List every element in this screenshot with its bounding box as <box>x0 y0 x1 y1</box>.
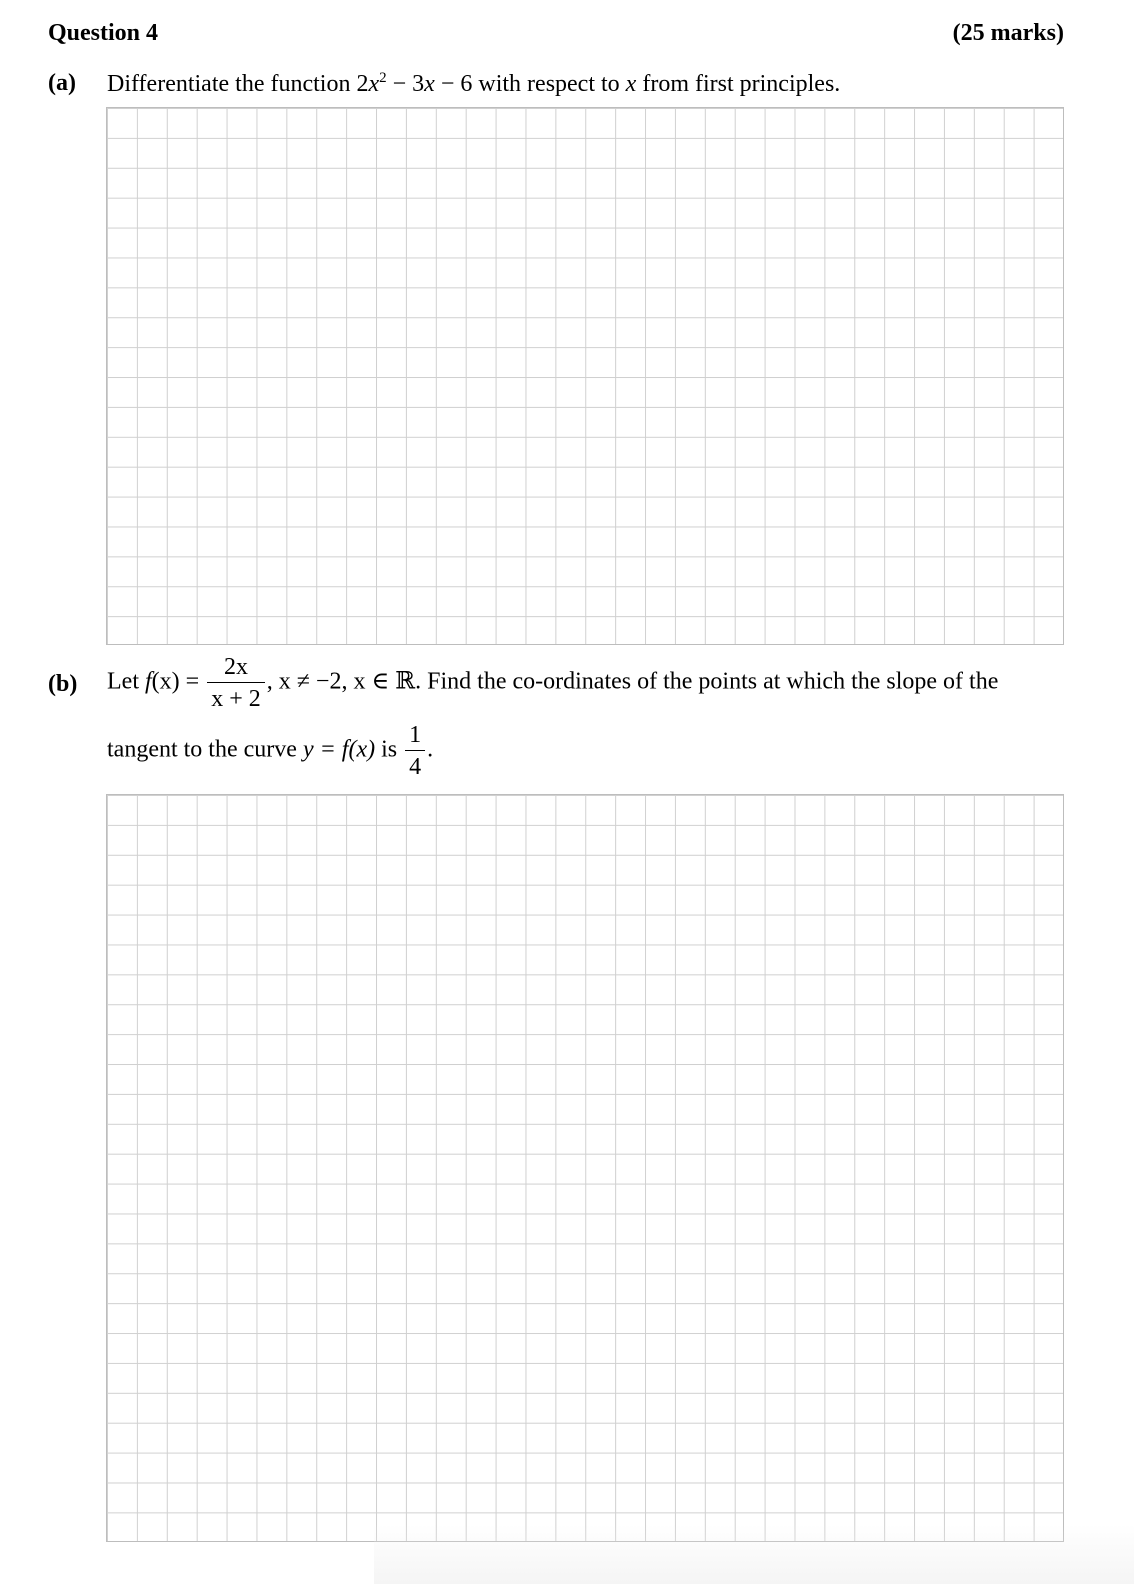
part-b-fraction-denominator: x + 2 <box>207 682 265 711</box>
part-b-line-1 <box>107 655 998 711</box>
part-b-domain: , x ≠ −2, x ∈ ℝ. <box>266 668 422 695</box>
part-b-slope-fraction <box>405 723 425 779</box>
part-a-text-mid: with respect to <box>472 71 626 97</box>
question-marks: (25 marks) <box>952 20 1064 46</box>
part-b-slope-numerator: 1 <box>409 722 422 748</box>
part-a-text-after: from first principles. <box>636 71 841 97</box>
part-b-let: Let <box>107 668 145 695</box>
part-b-line1-rest: Find the co-ordinates of the points at which the slope of the <box>427 668 999 695</box>
part-a-label: (a) <box>48 70 76 96</box>
part-a-question <box>107 70 840 98</box>
part-b-slope-denominator: 4 <box>405 750 425 779</box>
part-b-curve-eq: y = f(x) <box>302 736 376 763</box>
part-b-label: (b) <box>48 671 78 697</box>
part-b-line2-is: is <box>375 736 404 763</box>
answer-grid-a[interactable] <box>106 107 1064 645</box>
part-a-text-before: Differentiate the function <box>107 71 351 97</box>
part-b-func-arg: (x) = <box>151 668 200 695</box>
part-b-fraction-numerator: 2x <box>223 654 248 680</box>
answer-grid-b[interactable] <box>106 794 1064 1542</box>
part-a-expression: $2x^2 - 3x - 6$ <box>356 70 473 97</box>
part-b-line2-end: . <box>427 736 434 763</box>
question-title: Question 4 <box>48 20 159 46</box>
part-b-line-2 <box>107 723 433 779</box>
part-a-var-x: x <box>625 71 637 97</box>
part-b-fraction <box>207 655 265 711</box>
part-b-func: f <box>144 668 152 695</box>
part-b-line2-before: tangent to the curve <box>107 736 303 763</box>
